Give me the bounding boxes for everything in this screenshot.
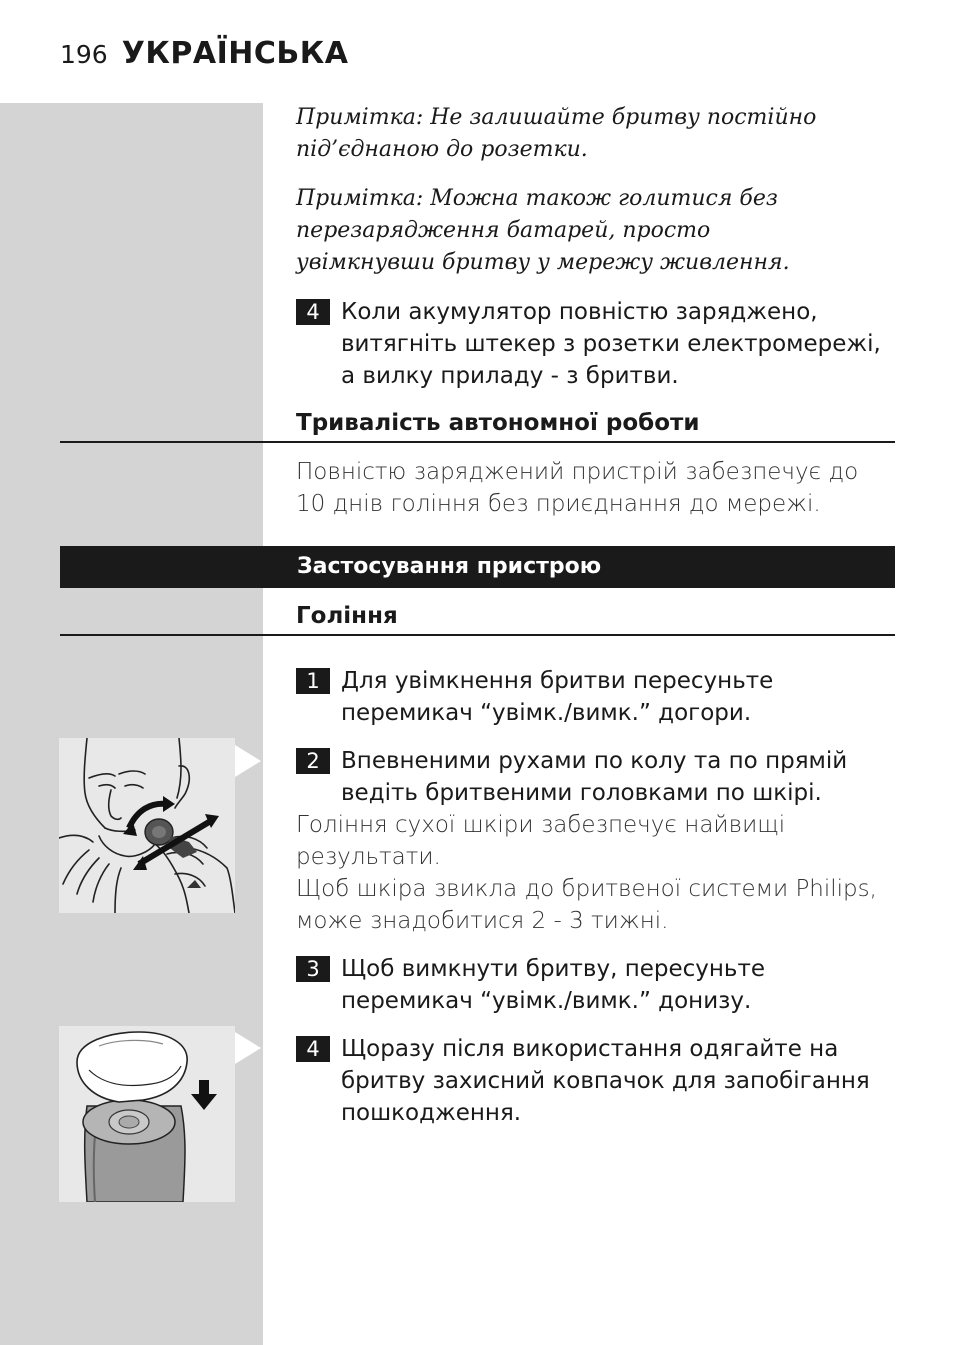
- shaving-step-1: [296, 665, 896, 729]
- shaving-heading: Гоління: [296, 603, 398, 629]
- step-text: Щоразу після використання одягайте на бритву захисний ковпачок для запобігання пошкодження.: [341, 1036, 870, 1126]
- runtime-text: Повністю заряджений пристрій забезпечує до 10 днів гоління без приєднання до мережі.: [296, 459, 859, 517]
- step-number-badge: 2: [296, 748, 330, 774]
- language-title: УКРАЇНСЬКА: [121, 36, 349, 71]
- step-text: Впевненими рухами по колу та по прямій ведіть бритвеними головками по шкірі.: [341, 748, 848, 806]
- illustration-pointer: [235, 1032, 261, 1064]
- shaving-info-dry-skin: Гоління сухої шкіри забезпечує найвищі результати.: [296, 812, 786, 870]
- heading-rule: [60, 441, 895, 443]
- shaving-step-4: [296, 1033, 896, 1129]
- section-title: Застосування пристрою: [297, 554, 602, 579]
- shaving-step-3: [296, 953, 896, 1017]
- shaving-face-illustration: [59, 738, 235, 913]
- shaving-info-adaptation: Щоб шкіра звикла до бритвеної системи Philips, може знадобитися 2 - 3 тижні.: [296, 876, 877, 934]
- protection-cap-illustration: [59, 1026, 235, 1202]
- step-text: Для увімкнення бритви пересуньте перемикач “увімк./вимк.” догори.: [341, 668, 774, 726]
- step-number-badge: 3: [296, 956, 330, 982]
- page-number: 196: [60, 40, 108, 69]
- runtime-heading: Тривалість автономної роботи: [296, 410, 700, 436]
- illustration-pointer: [235, 745, 261, 777]
- note-1: Примітка: Не залишайте бритву постійно під’єднаною до розетки.: [296, 105, 817, 162]
- step-text: Коли акумулятор повністю заряджено, витягніть штекер з розетки електромережі, а вилку приладу - з бритви.: [341, 299, 881, 389]
- shaving-step-2: [296, 745, 896, 809]
- protection-cap-icon: [59, 1026, 235, 1202]
- step-number-badge: 4: [296, 1036, 330, 1062]
- shaving-face-icon: [59, 738, 235, 913]
- step-number-badge: 1: [296, 668, 330, 694]
- charging-step-4: [296, 296, 896, 392]
- page-header: [60, 36, 348, 71]
- step-text: Щоб вимкнути бритву, пересуньте перемикач “увімк./вимк.” донизу.: [341, 956, 766, 1014]
- note-2: Примітка: Можна також голитися без перезарядження батарей, просто увімкнувши бритву у мережу живлення.: [296, 186, 790, 275]
- heading-rule: [60, 634, 895, 636]
- step-number-badge: 4: [296, 299, 330, 325]
- section-bar: [60, 546, 895, 588]
